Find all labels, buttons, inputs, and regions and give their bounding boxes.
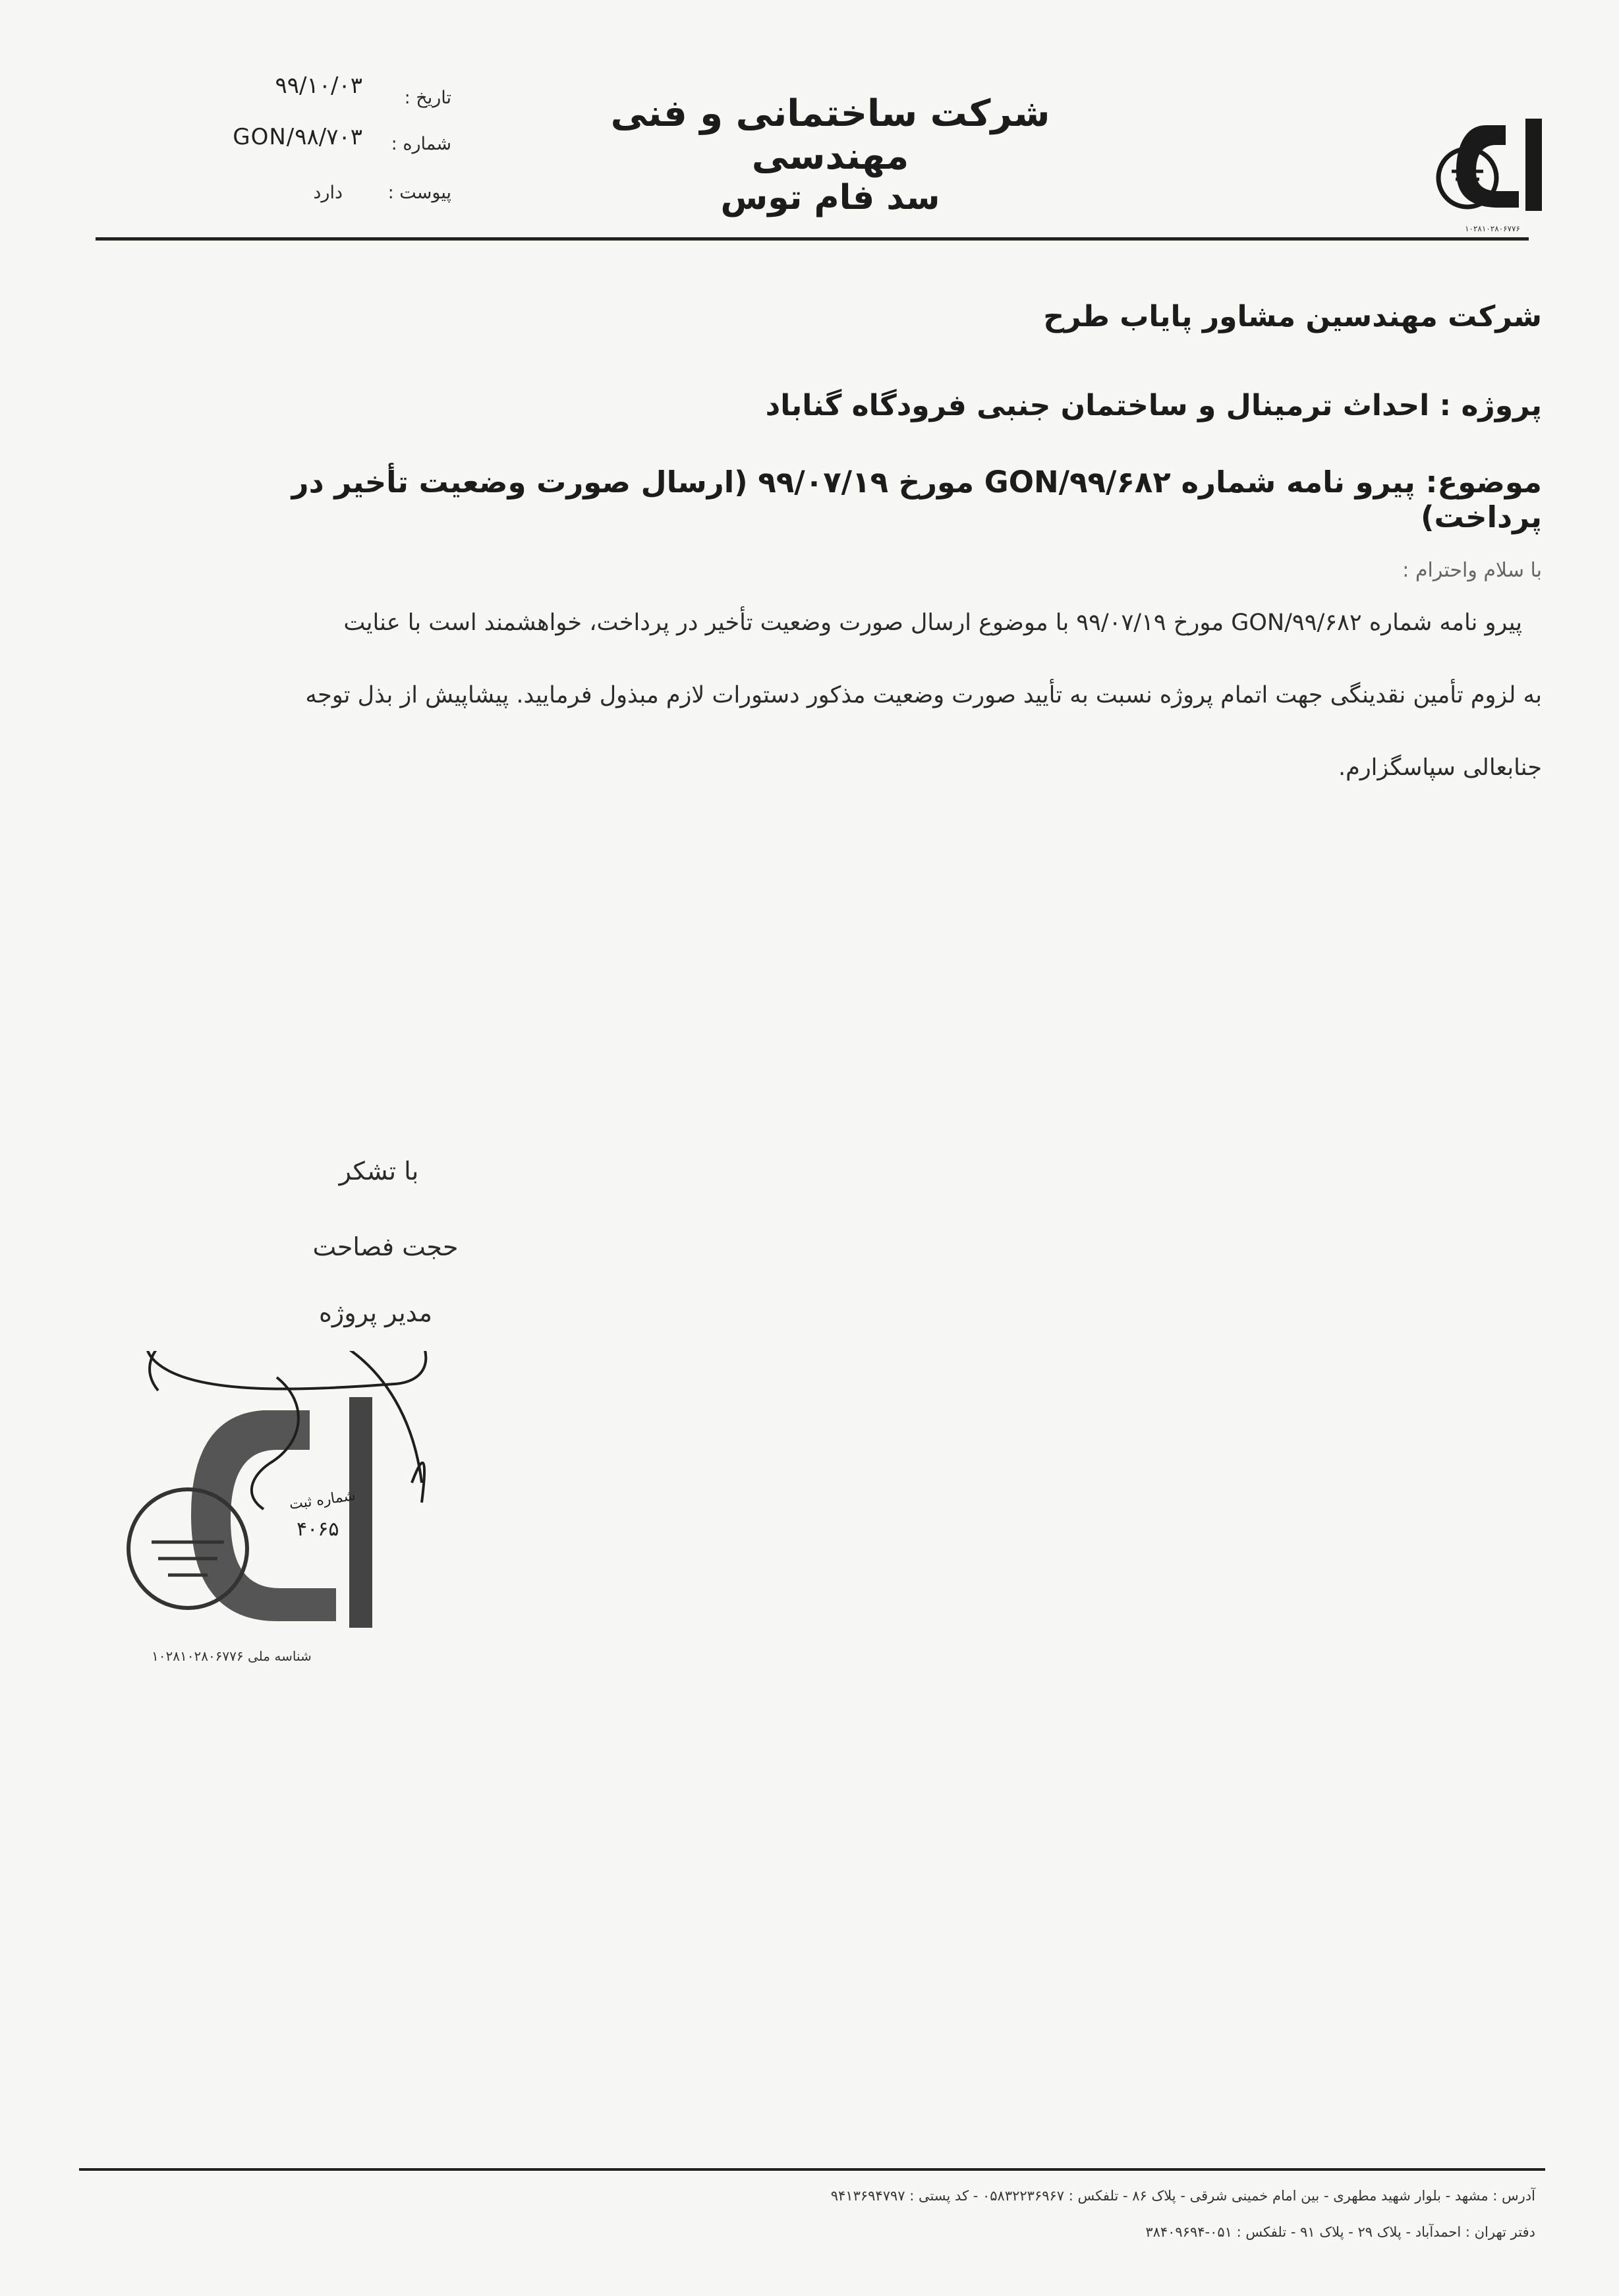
header-divider	[96, 237, 1529, 241]
footer-divider	[79, 2168, 1545, 2171]
number-label: شماره :	[391, 134, 451, 154]
signer-name: حجت فصاحت	[312, 1232, 459, 1261]
attachment-value: دارد	[313, 183, 343, 203]
company-stamp	[112, 1351, 428, 1667]
body-line-3: جنابعالی سپاسگزارم.	[1338, 755, 1542, 781]
greeting: با سلام واحترام :	[1402, 559, 1542, 582]
date-value: ۹۹/۱۰/۰۳	[275, 72, 362, 99]
footer-address: آدرس : مشهد - بلوار شهید مطهری - بین امام خمینی شرقی - پلاک ۸۶ - تلفکس : ۰۵۸۳۲۲۳۶۹۶۷ - کد پستی : ۹۴۱۳۶۹۴۷۹۷	[830, 2188, 1535, 2204]
company-name: شرکت ساختمانی و فنی مهندسی	[610, 92, 1050, 178]
company-subname: سد فام توس	[720, 178, 940, 217]
body-line-1: پیرو نامه شماره GON/۹۹/۶۸۲ مورخ ۹۹/۰۷/۱۹ با موضوع ارسال صورت وضعیت تأخیر در پرداخت، خواهشمند است با عنایت	[343, 610, 1522, 636]
closing: با تشکر	[339, 1157, 419, 1186]
svg-text:۴۰۶۵: ۴۰۶۵	[297, 1518, 339, 1541]
attachment-label: پیوست :	[387, 183, 451, 203]
logo-caption: ۱۰۲۸۱۰۲۸۰۶۷۷۶	[1465, 224, 1520, 233]
body-line-2: به لزوم تأمین نقدینگی جهت اتمام پروژه نسبت به تأیید صورت وضعیت مذکور دستورات لازم مبذول فرمایید. پیشاپیش از بذل توجه	[305, 682, 1542, 708]
date-label: تاریخ :	[404, 88, 451, 108]
company-logo	[1427, 99, 1552, 237]
recipient: شرکت مهندسین مشاور پایاب طرح	[1043, 300, 1542, 333]
project-line: پروژه : احداث ترمینال و ساختمان جنبی فرودگاه گناباد	[765, 389, 1542, 422]
number-value: GON/۹۸/۷۰۳	[233, 124, 362, 150]
subject-line: موضوع: پیرو نامه شماره GON/۹۹/۶۸۲ مورخ ۹۹/۰۷/۱۹ (ارسال صورت وضعیت تأخیر در پرداخت)	[291, 465, 1542, 534]
svg-text:شناسه ملی ۱۰۲۸۱۰۲۸۰۶۷۷۶: شناسه ملی ۱۰۲۸۱۰۲۸۰۶۷۷۶	[152, 1648, 312, 1664]
signer-title: مدیر پروژه	[318, 1298, 433, 1327]
footer-tehran-office: دفتر تهران : احمدآباد - پلاک ۲۹ - پلاک ۹۱ - تلفکس : ۰۵۱-۳۸۴۰۹۶۹۴	[1145, 2224, 1535, 2240]
svg-text:شماره ثبت: شماره ثبت	[288, 1487, 357, 1513]
